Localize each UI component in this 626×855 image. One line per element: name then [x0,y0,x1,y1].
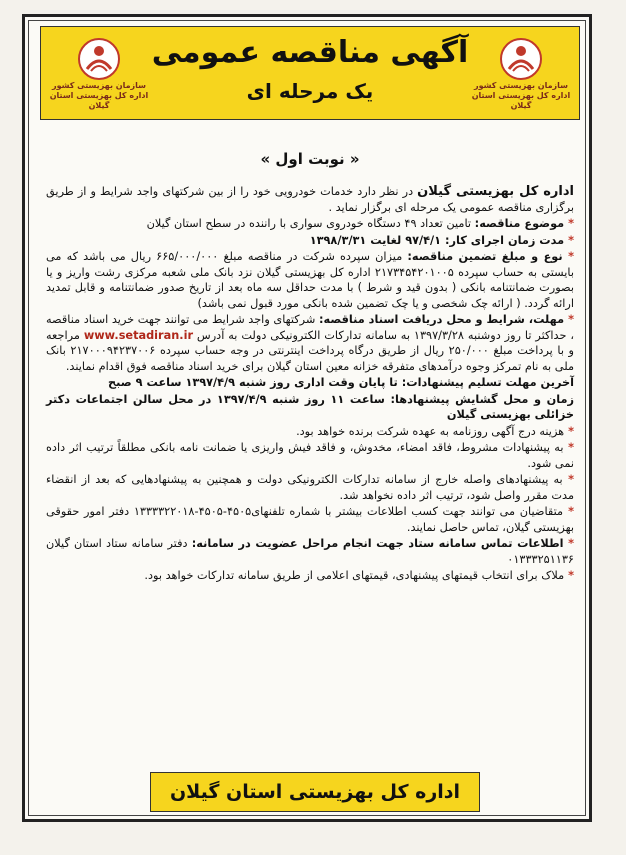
logo-org-line2: اداره کل بهزیستی استان گیلان [49,91,149,110]
note-item-3 [46,472,574,503]
guarantee-text: میزان سپرده شرکت در مناقصه مبلغ ۶۶۵/۰۰۰/۰۰۰ ریال می باشد که می بایستی به حساب سپرده ۲۱۷۳۴۵۴۲۰۱۰۰۵ اداره کل بهزیستی گیلان نزد بانک ملی شعبه مرکزی رشت واریز و یا بصورت ضمانتنامه بانکی ( بدون قید و شرط ) با مدت حداقل سه ماه بعد از تاریخ صدور ضمانتنامه و قابل تمدید ارائه گردد. ( ارائه چک شخصی و یا چک تضمین شده بانکی مورد قبول نمی باشد) [46,250,574,310]
notice-footer: اداره کل بهزیستی استان گیلان [150,772,480,812]
guarantee-label: نوع و مبلغ تضمین مناقصه: [407,250,563,263]
period-label: مدت زمان اجرای کار: [445,233,565,247]
bullet-icon: * [562,473,574,486]
subject-item [46,216,574,232]
logo-org-line1: سازمان بهزیستی کشور [51,81,146,90]
documents-text-1: شرکتهای واجد شرایط می توانند جهت خرید اسناد مناقصه ، حداکثر تا روز دوشنبه ۱۳۹۷/۳/۲۸ به سامانه تدارکات الکترونیکی دولت به آدرس [46,313,574,342]
bullet-icon: * [563,537,574,550]
note-4-text: متقاضیان می توانند جهت کسب اطلاعات بیشتر با شماره تلفنهای۴۵۰۵-۴۵۰۵-۱۳۳۳۳۲۲۰۱۸ دفتر امور حقوقی بهزیستی گیلان، تماس حاصل نمایند. [46,505,574,534]
intro-paragraph [46,184,574,215]
note-2-text: به پیشنهادات مشروط، فاقد امضاء، مخدوش، و فاقد فیش واریزی یا ضمانت نامه بانکی مطلقاً ترتیب اثر داده نمی شود. [46,441,574,470]
bullet-icon: * [564,233,574,247]
note-item-1 [46,424,574,440]
deadline-text: تا پایان وقت اداری روز شنبه ۱۳۹۷/۴/۹ ساعت ۹ صبح [108,376,402,389]
welfare-emblem-icon [77,37,121,81]
opening-text: ساعت ۱۱ روز شنبه ۱۳۹۷/۴/۹ در محل سالن اجتماعات دکتر خزائلی بهزیستی گیلان [46,392,574,421]
deadline-item [46,375,574,391]
opening-label: زمان و محل گشایش پیشنهادها: [390,392,574,406]
logo-org-line1: سازمان بهزیستی کشور [473,81,568,90]
notice-title: آگهی مناقصه عمومی [151,35,469,70]
note-3-text: به پیشنهادهای واصله خارج از سامانه تدارکات الکترونیکی دولت و همچنین به پیشنهادهایی که بعد از انقضاء مدت مقرر واصل شود، ترتیب اثر داده نخواهد شد. [46,473,574,502]
period-text: ۹۷/۴/۱ لغایت ۱۳۹۸/۳/۳۱ [309,233,445,247]
logo-org-line2: اداره کل بهزیستی استان گیلان [471,91,571,110]
documents-text-2: مراجعه و با پرداخت مبلغ ۲۵۰/۰۰۰ ریال از طریق درگاه پرداخت اینترنتی در وجه حساب سپرده ۲۱۷۰۰۰۹۴۲۳۷۰۰۶ بانک ملی به نام تمرکز وجوه درآمدهای متفرقه خزانه معین استان گیلان برای خرید اسناد مناقصه فوق اقدام نمایند. [46,328,575,373]
documents-item [46,312,574,374]
subject-label: موضوع مناقصه: [474,217,565,230]
period-item [46,233,574,249]
round-label: « نوبت اول » [260,150,360,168]
bullet-icon: * [562,250,574,263]
subject-text: تامین تعداد ۴۹ دستگاه خودروی سواری با راننده در سطح استان گیلان [146,217,475,230]
bullet-icon: * [564,313,575,326]
notice-subtitle: یک مرحله ای [246,79,374,103]
organization-logo-right [471,37,571,109]
contact-item [46,536,574,567]
bullet-icon: * [564,424,574,438]
note-item-5 [46,568,574,584]
bullet-icon: * [564,217,574,230]
notice-header [40,26,580,120]
welfare-emblem-icon [499,37,543,81]
note-item-4 [46,504,574,535]
bullet-icon: * [563,441,574,454]
guarantee-item [46,249,574,311]
contact-label: اطلاعات تماس سامانه ستاد جهت انجام مراحل عضویت در سامانه: [191,537,564,550]
opening-item [46,392,574,423]
organization-logo-left [49,37,149,109]
note-item-2 [46,440,574,471]
bullet-icon: * [564,569,574,582]
note-1-text: هزینه درج آگهی روزنامه به عهده شرکت برنده خواهد بود. [296,424,565,438]
notice-body [46,184,574,585]
documents-label: مهلت، شرایط و محل دریافت اسناد مناقصه: [318,313,565,326]
note-5-text: ملاک برای انتخاب قیمتهای پیشنهادی، قیمتهای اعلامی از طریق سامانه تدارکات خواهد بود. [144,569,565,582]
deadline-label: آخرین مهلت تسلیم پیشنهادات: [401,376,574,389]
intro-org-name: اداره کل بهزیستی گیلان [417,184,574,199]
contact-text: دفتر سامانه ستاد استان گیلان ۰۱۳۳۳۲۵۱۱۳۶ [46,537,574,566]
setadiran-link[interactable]: www.setadiran.ir [83,328,194,342]
intro-text: در نظر دارد خدمات خودرویی خود را از بین شرکتهای واجد شرایط و از طریق برگزاری مناقصه عمومی یک مرحله ای برگزار نماید . [46,185,574,214]
bullet-icon: * [563,505,574,518]
